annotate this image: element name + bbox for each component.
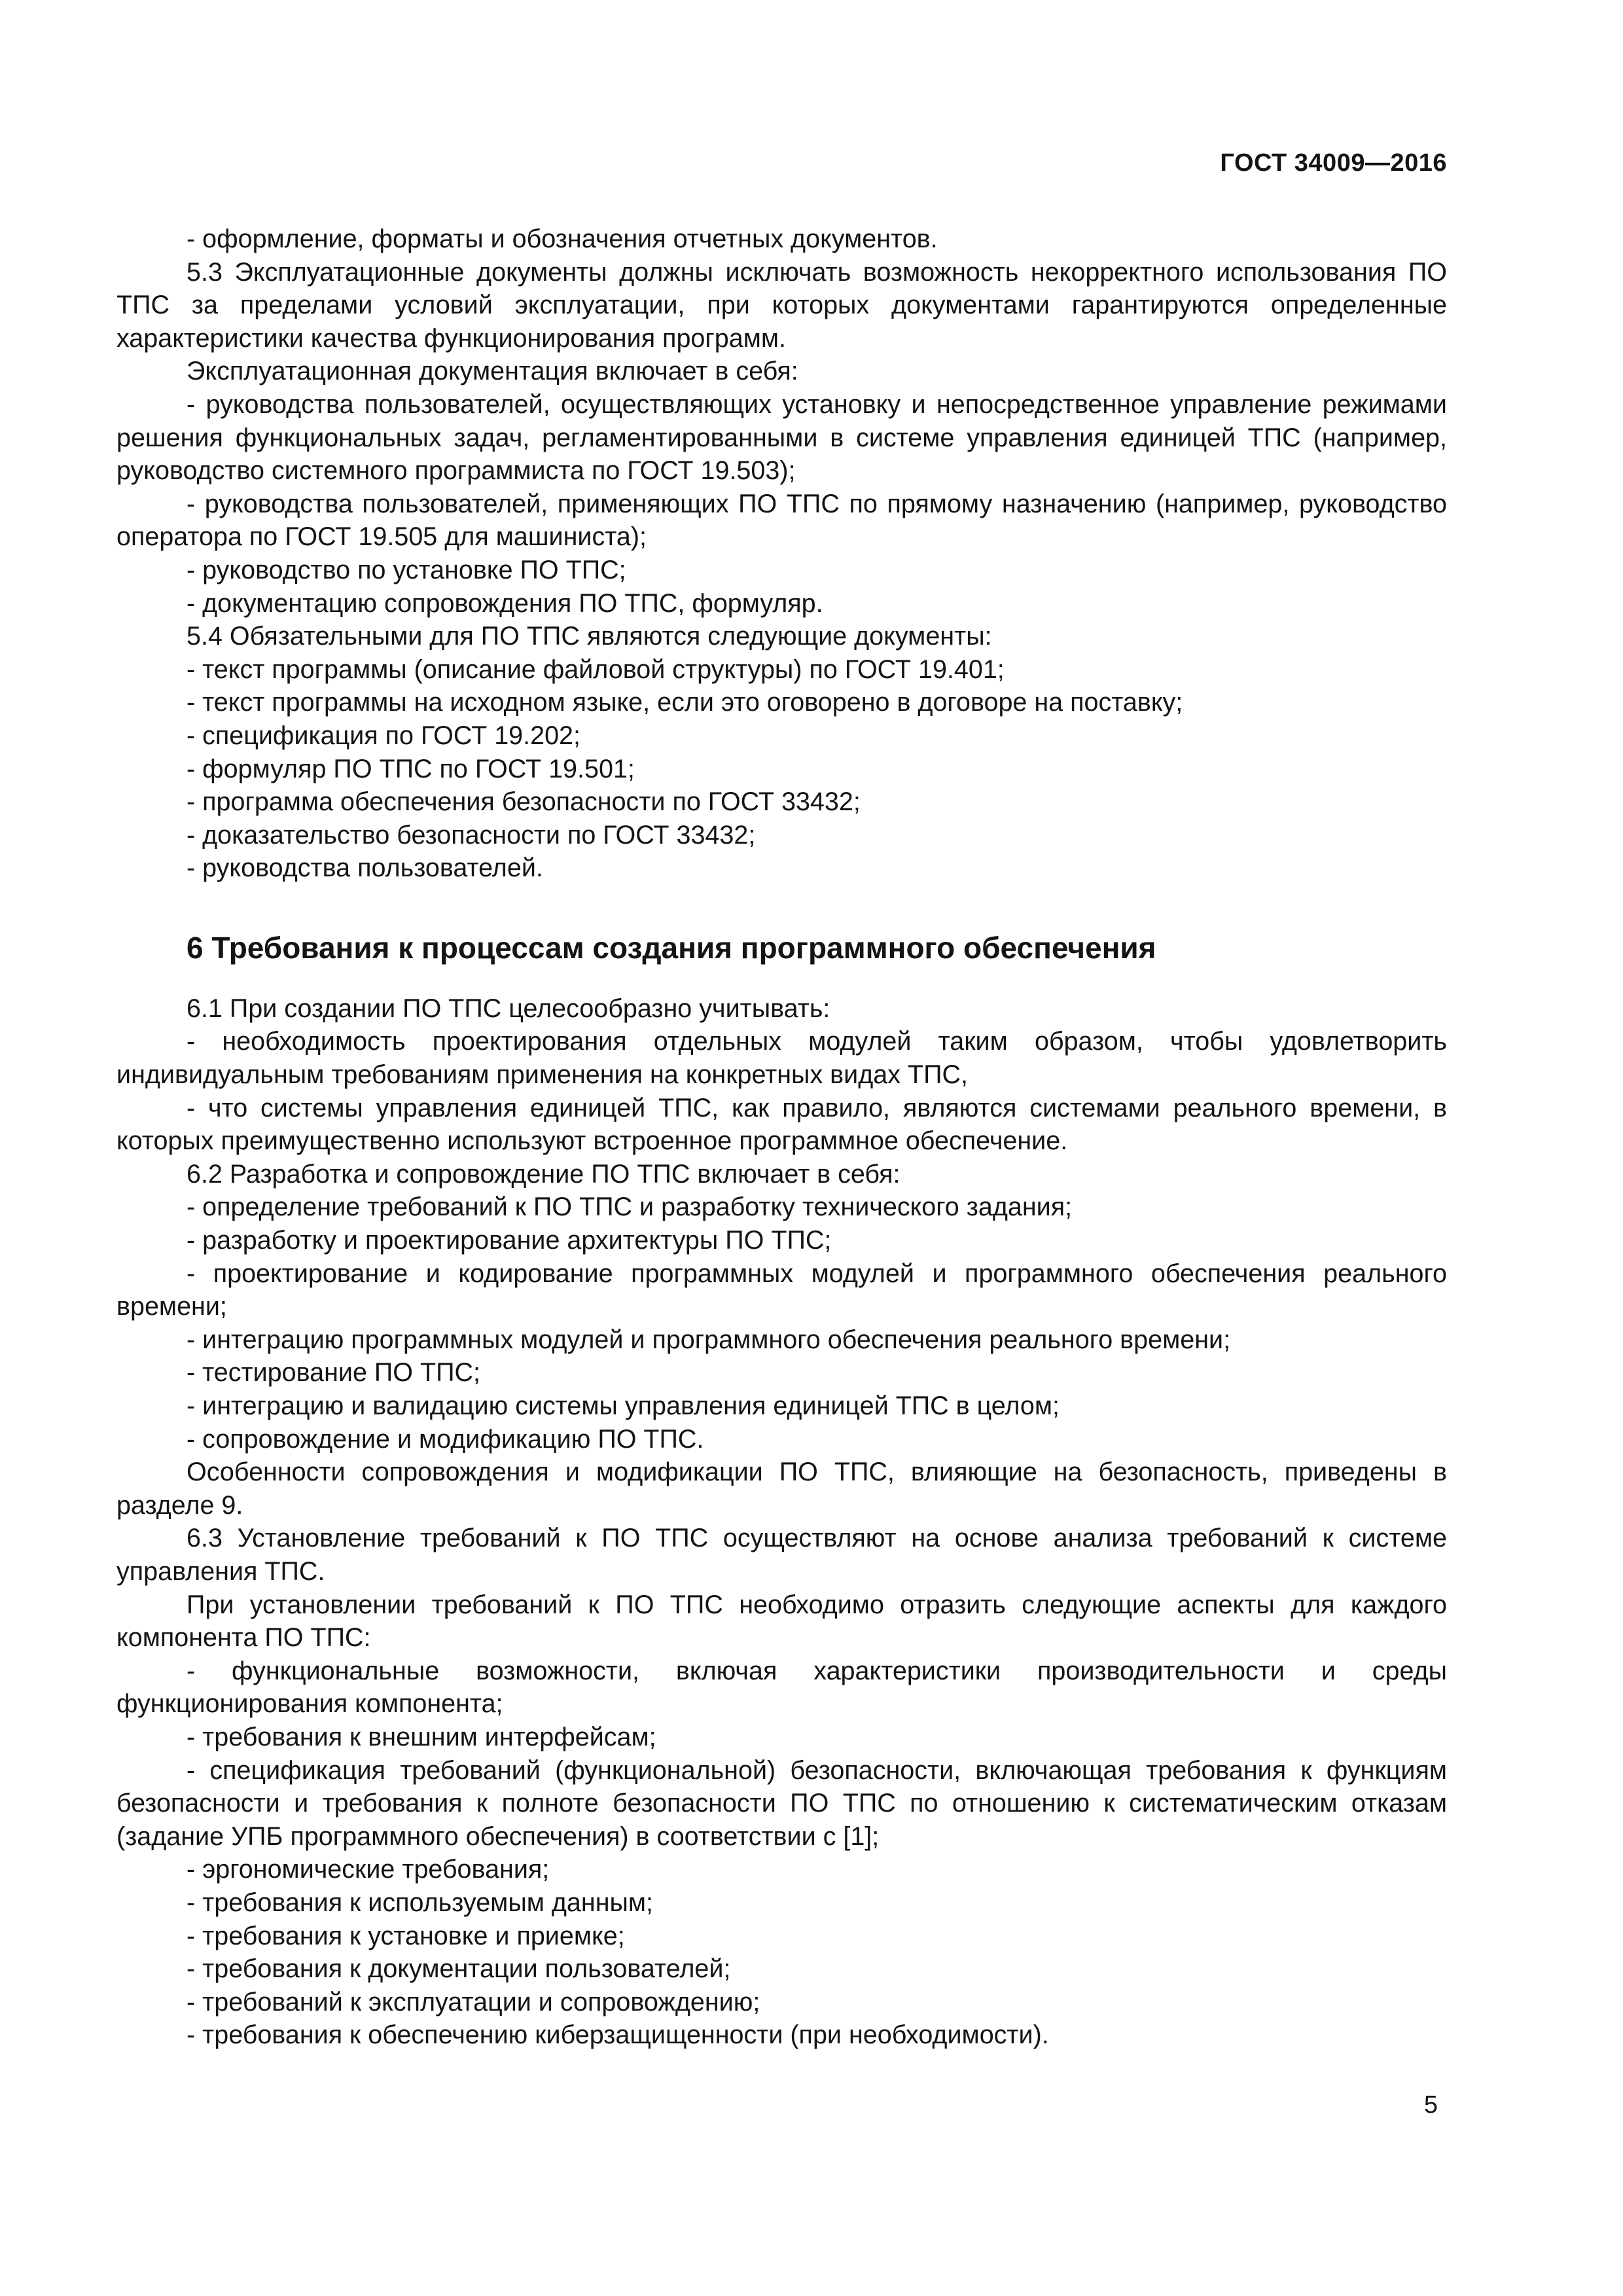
paragraph: 6.1 При создании ПО ТПС целесообразно учитывать: xyxy=(187,994,830,1023)
paragraph: - документацию сопровождения ПО ТПС, формуляр. xyxy=(187,588,823,618)
paragraph: - определение требований к ПО ТПС и разработку технического задания; xyxy=(187,1193,1073,1222)
paragraph: Особенности сопровождения и модификации ПО ТПС, влияющие на безопасность, приведены в разделе 9. xyxy=(116,1458,1447,1520)
paragraph: - спецификация требований (функциональной) безопасности, включающая требования к функциям безопасности и требования к полноте безопасности ПО ТПС по отношению к систематическим отказам (задание УПБ программного обеспечения) в соответствии с [1]; xyxy=(116,1755,1447,1851)
paragraph: - интеграцию программных модулей и программного обеспечения реального времени; xyxy=(187,1325,1231,1354)
paragraph: - формуляр ПО ТПС по ГОСТ 19.501; xyxy=(187,754,635,783)
paragraph: - руководство по установке ПО ТПС; xyxy=(187,555,626,584)
paragraph: 6.2 Разработка и сопровождение ПО ТПС включает в себя: xyxy=(187,1159,901,1189)
paragraph: - требования к обеспечению киберзащищенности (при необходимости). xyxy=(187,2020,1049,2050)
paragraph: - необходимость проектирования отдельных модулей таким образом, чтобы удовлетворить индивидуальным требованиям применения на конкретных видах ТПС, xyxy=(116,1027,1447,1090)
paragraph: - проектирование и кодирование программных модулей и программного обеспечения реального времени; xyxy=(116,1259,1447,1321)
paragraph: - руководства пользователей. xyxy=(187,853,543,883)
paragraph: - разработку и проектирование архитектуры ПО ТПС; xyxy=(187,1226,832,1255)
document-header: ГОСТ 34009—2016 xyxy=(1220,149,1447,177)
paragraph: 5.3 Эксплуатационные документы должны исключать возможность некорректного использования ПО ТПС за пределами условий эксплуатации, при которых документами гарантируются определенные характеристики качества функционирования программ. xyxy=(116,257,1447,353)
paragraph: - оформление, форматы и обозначения отчетных документов. xyxy=(187,224,938,253)
paragraph: - сопровождение и модификацию ПО ТПС. xyxy=(187,1424,704,1454)
paragraph: - доказательство безопасности по ГОСТ 33432; xyxy=(187,820,756,850)
paragraph: 6.3 Установление требований к ПО ТПС осуществляют на основе анализа требований к системе управления ТПС. xyxy=(116,1524,1447,1586)
paragraph: - программа обеспечения безопасности по ГОСТ 33432; xyxy=(187,787,861,817)
page-content xyxy=(116,223,1447,2052)
paragraph: Эксплуатационная документация включает в себя: xyxy=(187,357,798,386)
section-6-body xyxy=(116,992,1447,2052)
section-6-title: 6 Требования к процессам создания программного обеспечения xyxy=(187,930,1156,965)
section-5-continuation xyxy=(116,223,1447,885)
paragraph: - руководства пользователей, применяющих ПО ТПС по прямому назначению (например, руководство оператора по ГОСТ 19.505 для машиниста); xyxy=(116,489,1447,552)
paragraph: - требования к установке и приемке; xyxy=(187,1921,625,1950)
paragraph: 5.4 Обязательными для ПО ТПС являются следующие документы: xyxy=(187,622,992,651)
paragraph: - требований к эксплуатации и сопровождению; xyxy=(187,1987,760,2017)
paragraph: - функциональные возможности, включая характеристики производительности и среды функционирования компонента; xyxy=(116,1656,1447,1719)
paragraph: При установлении требований к ПО ТПС необходимо отразить следующие аспекты для каждого компонента ПО ТПС: xyxy=(116,1590,1447,1653)
paragraph: - требования к внешним интерфейсам; xyxy=(187,1722,656,1751)
paragraph: - руководства пользователей, осуществляющих установку и непосредственное управление режимами решения функциональных задач, регламентированными в системе управления единицей ТПС (например, руководство системного программиста по ГОСТ 19.503); xyxy=(116,389,1447,486)
paragraph: - тестирование ПО ТПС; xyxy=(187,1358,481,1388)
paragraph: - требования к документации пользователей; xyxy=(187,1954,731,1984)
paragraph: - эргономические требования; xyxy=(187,1855,550,1884)
paragraph: - что системы управления единицей ТПС, как правило, являются системами реального времени, в которых преимущественно используют встроенное программное обеспечение. xyxy=(116,1093,1447,1156)
paragraph: - требования к используемым данным; xyxy=(187,1888,654,1917)
paragraph: - текст программы на исходном языке, если это оговорено в договоре на поставку; xyxy=(187,688,1183,717)
page-number: 5 xyxy=(1423,2091,1438,2119)
paragraph: - текст программы (описание файловой структуры) по ГОСТ 19.401; xyxy=(187,655,1005,684)
paragraph: - интеграцию и валидацию системы управления единицей ТПС в целом; xyxy=(187,1391,1060,1420)
paragraph: - спецификация по ГОСТ 19.202; xyxy=(187,721,580,750)
